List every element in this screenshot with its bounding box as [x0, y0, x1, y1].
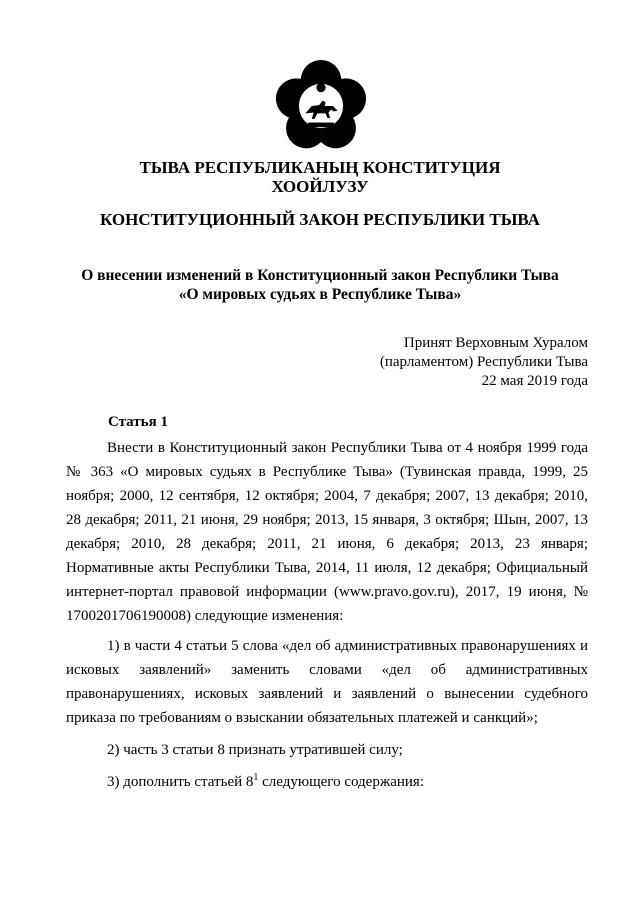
article-intro-paragraph: Внести в Конституционный закон Республики Тыва от 4 ноября 1999 года № 363 «О мировых судьях в Республике Тыва» (Тувинская правда, 1999, 25 ноября; 2000, 12 сентября, 12 октября; 2004, 7 декабря; 2007, 13 декабря; 2010, 28 декабря; 2011, 21 июня, 29 ноября; 2013, 15 января, 3 октября; Шын, 2007, 13 декабря; 2010, 28 декабря; 2011, 21 июня, 6 декабря; 2013, 23 января; Нормативные акты Республики Тыва, 2014, 11 июля, 12 декабря; Официальный интернет-портал правовой информации (www.pravo.gov.ru), 2017, 19 июня, № 1700201706190008) следующие изменения: — [66, 440, 588, 624]
amendment-item-1: 1) в части 4 статьи 5 слова «дел об административных правонарушениях и исковых заявлений» заменить словами «дел об административных правонарушениях, исковых заявлений и заявлений о вынесении судебного приказа по требованиям о взыскании обязательных платежей и санкций»; — [66, 638, 588, 726]
item3-superscript: 1 — [253, 772, 259, 783]
adoption-line-2: (парламентом) Республики Тыва — [379, 354, 588, 370]
adoption-block — [380, 334, 588, 391]
subject-line-1: О внесении изменений в Конституционный закон Республики Тыва — [81, 267, 559, 284]
law-type-heading: КОНСТИТУЦИОННЫЙ ЗАКОН РЕСПУБЛИКИ ТЫВА — [100, 210, 540, 229]
amendment-item-2: 2) часть 3 статьи 8 признать утратившей силу; — [107, 742, 403, 758]
item3-text: 3) дополнить статьей 8 — [107, 774, 254, 790]
adoption-date: 22 мая 2019 года — [481, 373, 588, 389]
law-subject — [80, 266, 560, 304]
amendment-item-3 — [66, 770, 588, 794]
tuva-emblem-icon — [275, 60, 367, 152]
adoption-line-1: Принят Верховным Хуралом — [403, 335, 588, 351]
article-heading: Статья 1 — [108, 414, 168, 430]
law-title — [80, 158, 560, 196]
title-line-tuvan-2: ХООЙЛУЗУ — [271, 177, 369, 196]
subject-line-2: «О мировых судьях в Республике Тыва» — [178, 286, 462, 303]
title-line-tuvan-1: ТЫВА РЕСПУБЛИКАНЫҢ КОНСТИТУЦИЯ — [139, 158, 501, 177]
article-body — [66, 436, 588, 794]
item3-text-end: следующего содержания: — [258, 774, 424, 790]
